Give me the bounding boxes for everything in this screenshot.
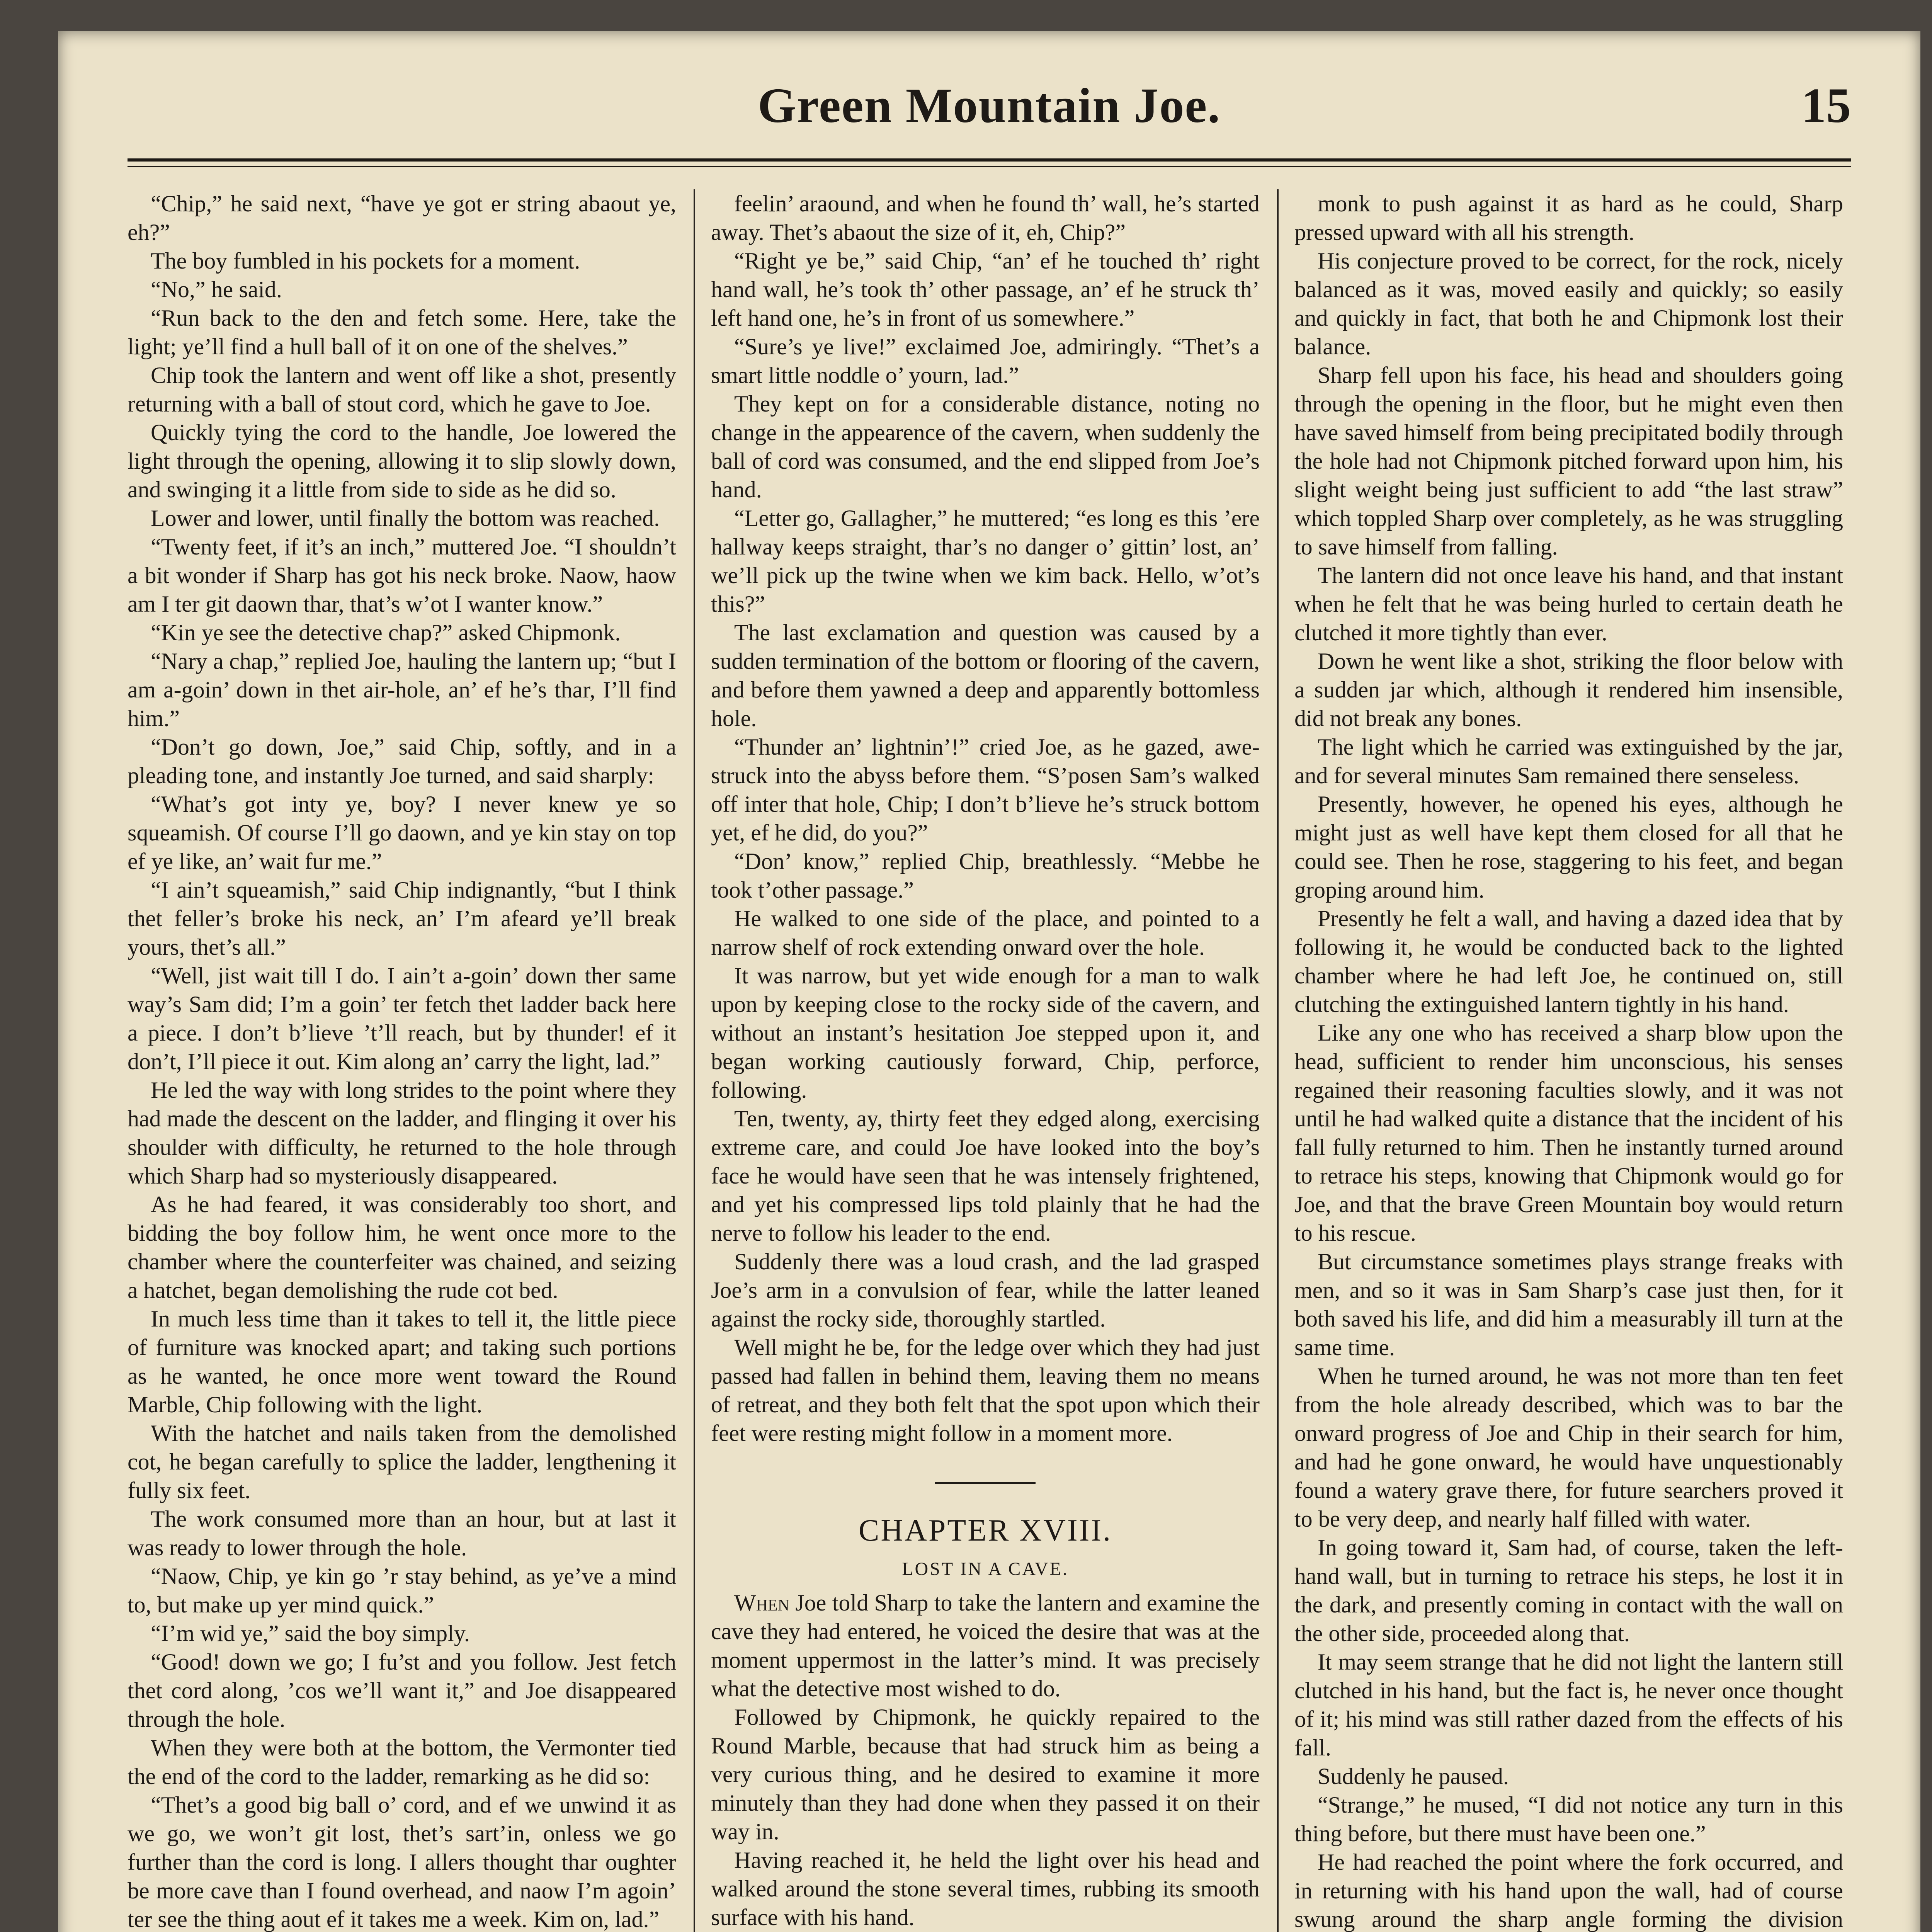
paragraph: He had reached the point where the fork occurred, and in returning with his hand upon the wall, had of course swung around the sharp angle forming the division <box>1294 1849 1843 1932</box>
column-divider <box>694 189 695 1932</box>
paragraph: “Letter go, Gallagher,” he muttered; “es long es this ’ere hallway keeps straight, thar’s no danger o’ gittin’ lost, an’ we’ll pick up the twine when we kim back. Hello, w’ot’s this?” <box>711 505 1260 617</box>
running-title: Green Mountain Joe. <box>757 78 1221 133</box>
paragraph: With the hatchet and nails taken from the demolished cot, he began carefully to splice the ladder, lengthening it fully six feet. <box>128 1420 676 1503</box>
paragraph: “I’m wid ye,” said the boy simply. <box>151 1621 470 1646</box>
paragraph: “Good! down we go; I fu’st and you follow. Jest fetch thet cord along, ’cos we’ll want it,” and Joe disappeared through the hole. <box>128 1649 676 1732</box>
paragraph: The lantern did not once leave his hand, and that instant when he felt that he was being hurled to certain death he clutched it more tightly than ever. <box>1294 563 1843 645</box>
paragraph: “I ain’t squeamish,” said Chip indignantly, “but I think thet feller’s broke his neck, an’ I’m afeard ye’ll break yours, thet’s all.” <box>128 877 676 960</box>
paragraph: “Strange,” he mused, “I did not notice any turn in this thing before, but there must have been one.” <box>1294 1792 1843 1846</box>
paragraph: His conjecture proved to be correct, for the rock, nicely balanced as it was, moved easily and quickly; so easily and quickly in fact, that both he and Chipmonk lost their balance. <box>1294 248 1843 359</box>
column-middle <box>711 189 1260 1932</box>
paragraph: He walked to one side of the place, and pointed to a narrow shelf of rock extending onward over the hole. <box>711 906 1260 960</box>
paragraph: Lower and lower, until finally the bottom was reached. <box>151 505 660 531</box>
paragraph: feelin’ araound, and when he found th’ wall, he’s started away. Thet’s abaout the size of it, eh, Chip?” <box>711 191 1260 245</box>
chapter-subtitle: LOST IN A CAVE. <box>902 1559 1069 1579</box>
header-rule-thin <box>128 166 1851 167</box>
paragraph: The light which he carried was extinguished by the jar, and for several minutes Sam remained there senseless. <box>1294 734 1843 788</box>
chapter-rule <box>935 1482 1036 1484</box>
column-middle-bottom <box>711 1703 1260 1932</box>
paragraph: “Naow, Chip, ye kin go ’r stay behind, as ye’ve a mind to, but make up yer mind quick.” <box>128 1563 676 1617</box>
paragraph: Chip took the lantern and went off like a shot, presently returning with a ball of stout cord, which he gave to Joe. <box>128 362 676 417</box>
opening-text: Joe told Sharp to take the lantern and examine the cave they had entered, he voiced the desire that was at the moment uppermost in the latter’s mind. It was precisely what the detective most wished to do. <box>711 1590 1260 1701</box>
running-header <box>128 70 1851 155</box>
column-divider <box>1277 189 1279 1932</box>
page-number: 15 <box>1801 78 1851 133</box>
paragraph: Down he went like a shot, striking the floor below with a sudden jar which, although it rendered him insensible, did not break any bones. <box>1294 648 1843 731</box>
paragraph: Ten, twenty, ay, thirty feet they edged along, exercising extreme care, and could Joe have looked into the boy’s face he would have seen that he was intensely frightened, and yet his compressed lips told plainly that he had the nerve to follow his leader to the end. <box>711 1106 1260 1246</box>
paragraph: The last exclamation and question was caused by a sudden termination of the bottom or flooring of the cavern, and before them yawned a deep and apparently bottomless hole. <box>711 620 1260 731</box>
header-rule-thick <box>128 158 1851 162</box>
paragraph: In going toward it, Sam had, of course, taken the left-hand wall, but in turning to retrace his steps, he lost it in the dark, and presently coming in contact with the wall on the other side, proceeded along that. <box>1294 1535 1843 1646</box>
paragraph: Well might he be, for the ledge over which they had just passed had fallen in behind them, leaving them no means of retreat, and they both felt that the spot upon which their feet were resting might follow in a moment more. <box>711 1335 1260 1446</box>
paragraph: “Don’t go down, Joe,” said Chip, softly, and in a pleading tone, and instantly Joe turned, and said sharply: <box>128 734 676 788</box>
paragraph: When he turned around, he was not more than ten feet from the hole already described, which was to bar the onward progress of Joe and Chip in their search for him, and had he gone onward, he would have unquestionably found a watery grave there, for future searchers proved it to be very deep, and nearly half filled with water. <box>1294 1363 1843 1532</box>
column-left <box>128 189 676 1932</box>
paragraph: They kept on for a considerable distance, noting no change in the appearence of the cavern, when suddenly the ball of cord was consumed, and the end slipped from Joe’s hand. <box>711 391 1260 502</box>
paragraph: As he had feared, it was considerably too short, and bidding the boy follow him, he went once more to the chamber where the counterfeiter was chained, and seizing a hatchet, began demolishing the rude cot bed. <box>128 1192 676 1303</box>
paragraph: Having reached it, he held the light over his head and walked around the stone several times, rubbing its smooth surface with his hand. <box>711 1847 1260 1930</box>
chapter-opening-paragraph <box>711 1588 1260 1703</box>
paragraph: monk to push against it as hard as he could, Sharp pressed upward with all his strength. <box>1294 191 1843 245</box>
paragraph: Sharp fell upon his face, his head and shoulders going through the opening in the floor, but he might even then have saved himself from being precipitated bodily through the hole had not Chipmonk pitched forward upon him, his slight weight being just sufficient to add “the last straw” which toppled Sharp over completely, as he was struggling to save himself from falling. <box>1294 362 1843 560</box>
chapter-heading <box>711 1482 1260 1585</box>
column-middle-top <box>711 189 1260 1447</box>
paragraph: When they were both at the bottom, the Vermonter tied the end of the cord to the ladder, remarking as he did so: <box>128 1735 676 1789</box>
paragraph: “Run back to the den and fetch some. Here, take the light; ye’ll find a hull ball of it on one of the shelves.” <box>128 305 676 359</box>
paragraph: “Sure’s ye live!” exclaimed Joe, admiringly. “Thet’s a smart little noddle o’ yourn, lad.” <box>711 334 1260 388</box>
paragraph: Followed by Chipmonk, he quickly repaired to the Round Marble, because that had struck him as being a very curious thing, and he desired to examine it more minutely than they had done when they passed it on their way in. <box>711 1704 1260 1844</box>
paragraph: It was narrow, but yet wide enough for a man to walk upon by keeping close to the rocky side of the cavern, and without an instant’s hesitation Joe stepped upon it, and began working cautiously forward, Chip, perforce, following. <box>711 963 1260 1103</box>
paragraph: Like any one who has received a sharp blow upon the head, sufficient to render him unconscious, his senses regained their reasoning faculties slowly, and it was not until he had walked quite a distance that the incident of his fall fully returned to him. Then he instantly turned around to retrace his steps, knowing that Chipmonk would go for Joe, and that the brave Green Mountain boy would return to his rescue. <box>1294 1020 1843 1246</box>
paragraph: He led the way with long strides to the point where they had made the descent on the ladder, and flinging it over his shoulder with difficulty, he returned to the hole through which Sharp had so mysteriously disappeared. <box>128 1077 676 1189</box>
paragraph: “No,” he said. <box>151 277 282 302</box>
paragraph: The work consumed more than an hour, but at last it was ready to lower through the hole. <box>128 1506 676 1560</box>
paragraph: But circumstance sometimes plays strange freaks with men, and so it was in Sam Sharp’s case just then, for it both saved his life, and did him a measurably ill turn at the same time. <box>1294 1249 1843 1360</box>
paragraph: “Kin ye see the detective chap?” asked Chipmonk. <box>151 620 621 645</box>
paragraph: “Twenty feet, if it’s an inch,” muttered Joe. “I shouldn’t a bit wonder if Sharp has got his neck broke. Naow, haow am I ter git daown thar, that’s w’ot I wanter know.” <box>128 534 676 617</box>
paragraph: “Don’ know,” replied Chip, breathlessly. “Mebbe he took t’other passage.” <box>711 849 1260 903</box>
paragraph: “Well, jist wait till I do. I ain’t a-goin’ down ther same way’s Sam did; I’m a goin’ ter fetch thet ladder back here a piece. I don’t b’lieve ’t’ll reach, but by thunder! ef it don’t, I’ll piece it out. Kim along an’ carry the light, lad.” <box>128 963 676 1074</box>
paragraph: Suddenly there was a loud crash, and the lad grasped Joe’s arm in a convulsion of fear, while the latter leaned against the rocky side, thoroughly startled. <box>711 1249 1260 1332</box>
paragraph: “Thunder an’ lightnin’!” cried Joe, as he gazed, awe-struck into the abyss before them. “S’posen Sam’s walked off inter that hole, Chip; I don’t b’lieve he’s struck bottom yet, ef he did, do you?” <box>711 734 1260 845</box>
paragraph: The boy fumbled in his pockets for a moment. <box>151 248 580 274</box>
text-columns <box>128 189 1851 1932</box>
paragraph: Presently he felt a wall, and having a dazed idea that by following it, he would be conducted back to the lighted chamber where he had left Joe, he continued on, still clutching the extinguished lantern tightly in his hand. <box>1294 906 1843 1017</box>
paragraph: “Chip,” he said next, “have ye got er string abaout ye, eh?” <box>128 191 676 245</box>
chapter-title: CHAPTER XVIII. <box>859 1514 1112 1548</box>
paragraph: In much less time than it takes to tell it, the little piece of furniture was knocked apart; and taking such portions as he wanted, he once more went toward the Round Marble, Chip following with the light. <box>128 1306 676 1417</box>
paragraph: “Nary a chap,” replied Joe, hauling the lantern up; “but I am a-goin’ down in thet air-hole, an’ ef he’s thar, I’ll find him.” <box>128 648 676 731</box>
paragraph: “Right ye be,” said Chip, “an’ ef he touched th’ right hand wall, he’s took th’ other passage, an’ ef he struck th’ left hand one, he’s in front of us somewhere.” <box>711 248 1260 331</box>
drop-word: When <box>734 1590 789 1616</box>
paragraph: Presently, however, he opened his eyes, although he might just as well have kept them closed for all that he could see. Then he rose, staggering to his feet, and began groping around him. <box>1294 791 1843 903</box>
column-right <box>1294 189 1843 1932</box>
paragraph: Suddenly he paused. <box>1318 1764 1509 1789</box>
magazine-page <box>58 31 1920 1932</box>
paragraph: It may seem strange that he did not light the lantern still clutched in his hand, but the fact is, he never once thought of it; his mind was still rather dazed from the effects of his fall. <box>1294 1649 1843 1760</box>
paragraph: Quickly tying the cord to the handle, Joe lowered the light through the opening, allowing it to slip slowly down, and swinging it a little from side to side as he did so. <box>128 420 676 502</box>
paragraph: “Thet’s a good big ball o’ cord, and ef we unwind it as we go, we won’t git lost, thet’s sart’in, onless we go further than the cord is long. I allers thought thar oughter be more cave than I found overhead, and naow I’m agoin’ ter see the thing aout ef it takes me a week. Kim on, lad.” <box>128 1792 676 1932</box>
paragraph: “What’s got inty ye, boy? I never knew ye so squeamish. Of course I’ll go daown, and ye kin stay on top ef ye like, an’ wait fur me.” <box>128 791 676 874</box>
